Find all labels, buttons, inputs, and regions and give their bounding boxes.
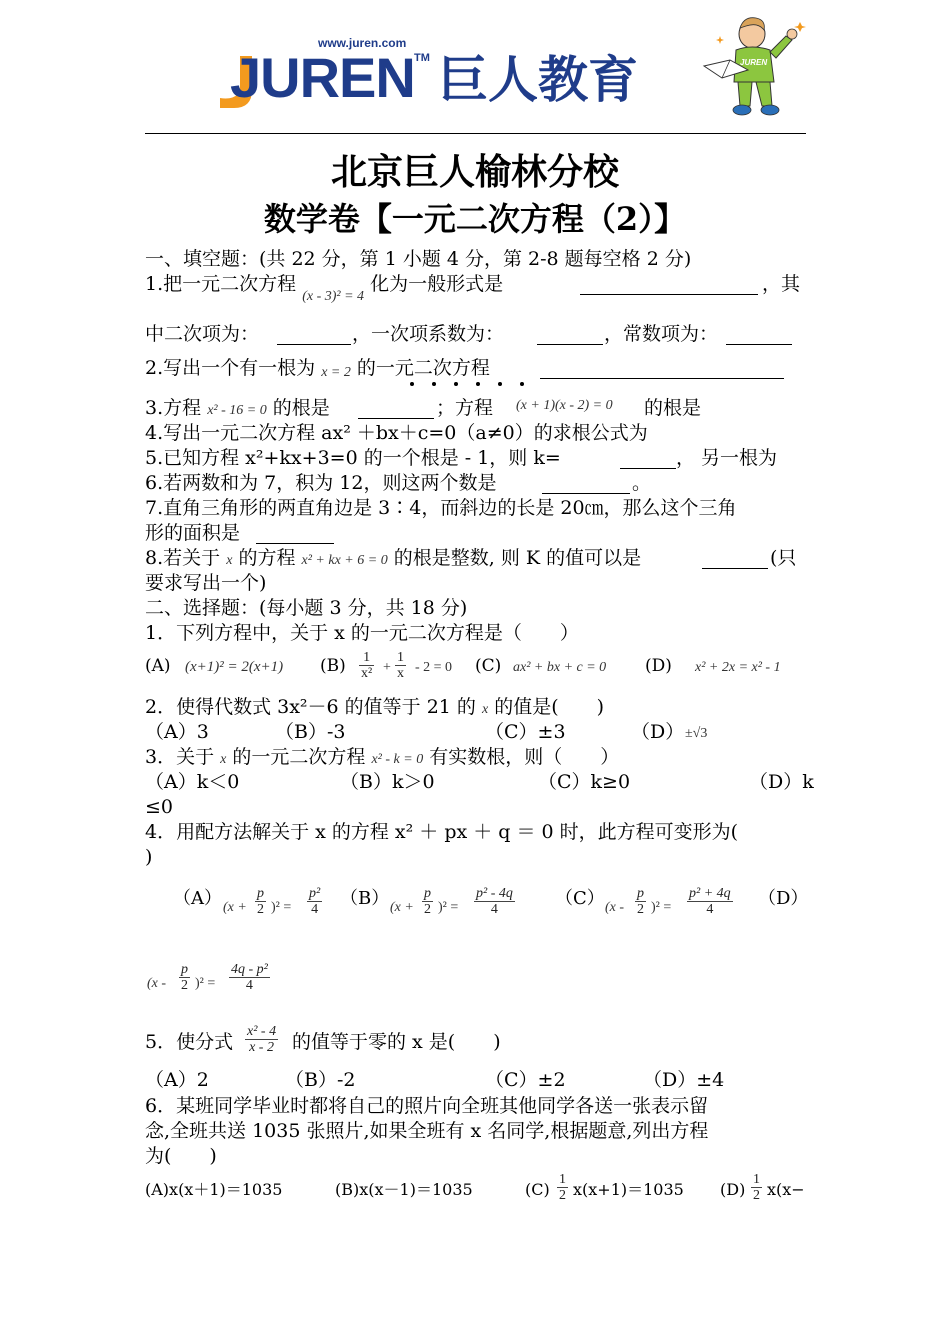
- q4-line: 4.写出一元二次方程 ax² ＋bx＋c=0（a≠0）的求根公式为: [145, 422, 648, 444]
- s2-q6-option-d-half: [751, 1172, 762, 1203]
- q1-text-c: ，其: [762, 273, 801, 295]
- q1-blank-constant-term: [726, 326, 792, 345]
- s2-q5-fraction: [245, 1024, 278, 1055]
- eq-right-fraction: [307, 886, 322, 917]
- s2-q3-option-a: （A）k＜0: [145, 771, 240, 793]
- fraction-numerator: p: [637, 886, 644, 901]
- page-title: 北京巨人榆林分校: [330, 151, 619, 193]
- q2-line: [145, 356, 490, 383]
- q1-line1: [145, 272, 504, 304]
- s2-q4-option-a: [173, 880, 353, 936]
- q1-answer-blank-general-form: [580, 276, 758, 295]
- q5-text-b: ， 另一根为: [676, 447, 778, 469]
- q5-line: [145, 446, 561, 470]
- fraction-numerator: x² - 4: [247, 1024, 277, 1039]
- q7-text-b: 形的面积是: [145, 522, 241, 544]
- s2-q6-options: [145, 1172, 815, 1218]
- s2-q6-option-b: (B)x(x－1)＝1035: [335, 1180, 473, 1199]
- q3-text-b: 的根是: [272, 397, 330, 419]
- s2-q6-line3: 为( ): [145, 1145, 217, 1167]
- emphasis-dot: [454, 382, 458, 386]
- juren-logo: [218, 36, 678, 116]
- logo-brand-cn: 巨人教育: [438, 51, 638, 109]
- logo-brand-en: JUREN: [230, 46, 415, 109]
- fraction-numerator: 4q - p²: [231, 962, 268, 977]
- q8-text-c: 的根是整数, 则 K 的值可以是: [393, 547, 642, 569]
- s2-q3-option-d: （D）k: [749, 771, 814, 793]
- s2-q4-line1: 4．用配方法解关于 x 的方程 x² ＋ px ＋ q ＝ 0 时，此方程可变形为(: [145, 821, 739, 843]
- s2-q4-option-b: [340, 880, 550, 936]
- q8-line1: [145, 546, 641, 573]
- q7-line2: [145, 521, 240, 545]
- q2-text-b: 的一元二次方程: [356, 357, 490, 379]
- eq-square: )² =: [438, 900, 459, 915]
- fraction-numerator: p² - 4q: [476, 886, 513, 901]
- fraction-denominator: 2: [637, 902, 644, 917]
- q6-text-b: 。: [632, 472, 652, 494]
- eq-square: )² =: [195, 976, 216, 991]
- s2-q3-option-c: （C）k≥0: [538, 771, 631, 793]
- s2-q6-line1: 6．某班同学毕业时都将自己的照片向全班其他同学各送一张表示留: [145, 1095, 709, 1117]
- q8-blank: [702, 550, 768, 569]
- s2-q3-option-b: （B）k＞0: [340, 771, 435, 793]
- s2-q6-option-c-label: (C): [525, 1180, 550, 1199]
- s2-q5-option-d: （D）±4: [643, 1069, 725, 1091]
- q1-text-f: ，常数项为：: [604, 323, 719, 345]
- q1-equation: (x - 3)² = 4: [302, 289, 365, 304]
- s2-q1-option-c-label: (C): [475, 656, 502, 676]
- emphasis-dot: [498, 382, 502, 386]
- s2-q1-option-a-equation: (x+1)² = 2(x+1): [185, 659, 284, 675]
- fraction-numerator: p²: [309, 886, 321, 901]
- option-label: （B）: [340, 888, 390, 909]
- s2-q3-option-d-tail: ≤0: [145, 796, 174, 818]
- s2-q3: [145, 745, 619, 772]
- q5-text-a: 5.已知方程 x²+kx+3=0 的一个根是 - 1，则 k=: [145, 447, 561, 469]
- fraction-denominator: 4: [706, 902, 714, 917]
- q3-text-d: 的根是: [644, 397, 702, 419]
- q1-blank-linear-coefficient: [537, 326, 603, 345]
- s2-q1-option-c-equation: ax² + bx + c = 0: [513, 660, 607, 675]
- s2-q6-option-c-rest: x(x+1)＝1035: [573, 1180, 684, 1199]
- q1-text-b: 化为一般形式是: [370, 273, 504, 295]
- s2-q1-option-d-label: (D): [645, 656, 672, 676]
- q8-variable: x: [226, 553, 233, 568]
- s2-q6-option-a: (A)x(x＋1)＝1035: [145, 1180, 283, 1199]
- s2-q5-text-a: 5．使分式: [145, 1031, 234, 1053]
- fraction-numerator: 1: [359, 650, 374, 666]
- fraction-denominator: x²: [361, 666, 373, 681]
- q8-equation: x² + kx + 6 = 0: [301, 553, 388, 568]
- eq-left: (x -: [605, 900, 625, 915]
- fraction-denominator: x - 2: [249, 1040, 274, 1055]
- s2-q6-option-d-rest: x(x−: [767, 1180, 805, 1199]
- eq-right-fraction: [474, 886, 515, 917]
- eq-left: (x +: [390, 900, 414, 915]
- q6-text-a: 6.若两数和为 7，积为 12，则这两个数是: [145, 472, 497, 494]
- q1-text-a: 1.把一元二次方程: [145, 273, 297, 295]
- fraction-numerator: 1: [559, 1172, 566, 1187]
- eq-fraction: [422, 886, 433, 917]
- s2-q5-options: [145, 1068, 815, 1092]
- fraction-denominator: 2: [424, 902, 431, 917]
- s2-q6-line2: 念,全班共送 1035 张照片,如果全班有 x 名同学,根据题意,列出方程: [145, 1120, 709, 1142]
- q1-text-e: ，一次项系数为：: [352, 323, 505, 345]
- fraction-numerator: p: [181, 962, 188, 977]
- emphasis-dot: [432, 382, 436, 386]
- fraction-numerator: p² + 4q: [689, 886, 731, 901]
- s2-q4-option-c: [555, 880, 765, 936]
- fraction-denominator: 4: [490, 902, 498, 917]
- eq-right-fraction: [687, 886, 733, 917]
- s2-q3-text-a: 3．关于: [145, 746, 215, 768]
- emphasis-dot: [410, 382, 414, 386]
- s2-q3-text-c: 有实数根，则（ ）: [429, 746, 620, 768]
- page-subtitle: 数学卷【一元二次方程（2）】: [263, 200, 687, 238]
- q8-text-a: 8.若关于: [145, 547, 221, 569]
- s2-q2-text-b: 的值是( ): [494, 696, 605, 718]
- logo-trademark: TM: [414, 52, 430, 64]
- eq-fraction: [179, 962, 190, 993]
- header-divider: [145, 133, 806, 134]
- fraction-denominator: x: [397, 666, 404, 681]
- q2-answer-blank: [540, 360, 784, 379]
- fraction-numerator: p: [257, 886, 264, 901]
- fraction-denominator: 2: [181, 978, 188, 993]
- q7-line1: 7.直角三角形的两直角边是 3∶4，而斜边的长是 20㎝，那么这个三角: [145, 497, 737, 519]
- emphasis-dot: [520, 382, 524, 386]
- q3-text-a: 3.方程: [145, 397, 202, 419]
- s2-q5-option-c: （C）±2: [485, 1069, 566, 1091]
- eq-fraction: [635, 886, 646, 917]
- q2-text-a: 2.写出一个有一根为: [145, 357, 316, 379]
- fraction-denominator: 2: [559, 1188, 566, 1203]
- s2-q3-text-b: 的一元二次方程: [232, 746, 366, 768]
- q2-equation: x = 2: [321, 365, 351, 380]
- q8-text-d: (只: [770, 547, 797, 569]
- s2-q4-option-d-label: （D）: [758, 888, 809, 909]
- section1-heading: 一、填空题：(共 22 分，第 1 小题 4 分，第 2-8 题每空格 2 分): [145, 248, 692, 270]
- q3-line: [145, 396, 330, 423]
- q8-text-b: 的方程: [238, 547, 296, 569]
- s2-q1-options: [145, 648, 815, 692]
- s2-q3-options: [145, 770, 815, 794]
- eq-left: (x +: [223, 900, 247, 915]
- s2-q3-equation: x² - k = 0: [371, 752, 424, 767]
- s2-q1-option-b-label: (B): [320, 656, 346, 676]
- q1-blank-quadratic-term: [277, 326, 351, 345]
- mascot-badge: JUREN: [740, 58, 768, 67]
- q6-line: [145, 471, 496, 495]
- s2-q4-option-d: [145, 956, 325, 1012]
- s2-q1-option-d-equation: x² + 2x = x² - 1: [695, 660, 781, 675]
- s2-q2-option-b: （B）-3: [275, 721, 346, 743]
- eq-left: (x -: [147, 976, 167, 991]
- s2-q5: [145, 1030, 233, 1054]
- fraction-numerator: p: [424, 886, 431, 901]
- s2-q1: 1．下列方程中，关于 x 的一元二次方程是（ ）: [145, 622, 579, 644]
- s2-q4-line2: ): [145, 846, 153, 868]
- q5-blank-k: [620, 450, 676, 469]
- section2-heading: 二、选择题：(每小题 3 分，共 18 分): [145, 597, 468, 619]
- eq-square: )² =: [651, 900, 672, 915]
- s2-q2-option-d-equation: ±√3: [685, 726, 708, 741]
- q1-text-d: 中二次项为：: [145, 323, 260, 345]
- eq-square: )² =: [271, 900, 292, 915]
- q3-blank-1: [358, 400, 434, 419]
- s2-q1-option-a-label: (A): [145, 656, 171, 676]
- s2-q1-option-b-rest: - 2 = 0: [415, 660, 453, 675]
- s2-q2-option-d: （D）: [631, 721, 685, 743]
- s2-q5-option-b: （B）-2: [285, 1069, 356, 1091]
- q3-text-c: ；方程: [436, 397, 494, 419]
- s2-q6-option-d-label: (D): [720, 1180, 746, 1199]
- q7-blank: [256, 525, 334, 544]
- option-label: （A）: [173, 888, 222, 909]
- eq-right-fraction: [229, 962, 270, 993]
- fraction-denominator: 4: [311, 902, 319, 917]
- q8-line2: 要求写出一个): [145, 572, 267, 594]
- fraction-denominator: 2: [753, 1188, 760, 1203]
- s2-q6-option-c-half: [557, 1172, 568, 1203]
- s2-q2-option-c: （C）±3: [485, 721, 566, 743]
- s2-q2-option-a: （A）3: [145, 721, 209, 743]
- s2-q1-option-b-plus: +: [383, 660, 391, 675]
- s2-q3-variable: x: [220, 752, 227, 767]
- s2-q2-options: [145, 720, 815, 744]
- fraction-denominator: 4: [245, 978, 253, 993]
- fraction-numerator: 1: [753, 1172, 760, 1187]
- q3-equation-2: (x + 1)(x - 2) = 0: [516, 398, 613, 413]
- emphasis-dot: [476, 382, 480, 386]
- s2-q1-option-b-fraction-2: [395, 650, 406, 681]
- s2-q2-text-a: 2．使得代数式 3x²－6 的值等于 21 的: [145, 696, 476, 718]
- fraction-numerator: 1: [397, 650, 404, 665]
- option-label: （C）: [555, 888, 605, 909]
- q3-equation-1: x² - 16 = 0: [207, 403, 267, 418]
- s2-q2-variable: x: [481, 702, 489, 717]
- logo-website: www.juren.com: [318, 36, 407, 50]
- q6-blank: [542, 475, 630, 494]
- fraction-denominator: 2: [257, 902, 264, 917]
- eq-fraction: [255, 886, 266, 917]
- s2-q1-option-b-fraction-1: [359, 650, 374, 681]
- q1-line2: [145, 322, 259, 346]
- s2-q5-text-b: 的值等于零的 x 是( ): [292, 1031, 501, 1053]
- s2-q5-option-a: （A）2: [145, 1069, 209, 1091]
- s2-q2: [145, 695, 604, 722]
